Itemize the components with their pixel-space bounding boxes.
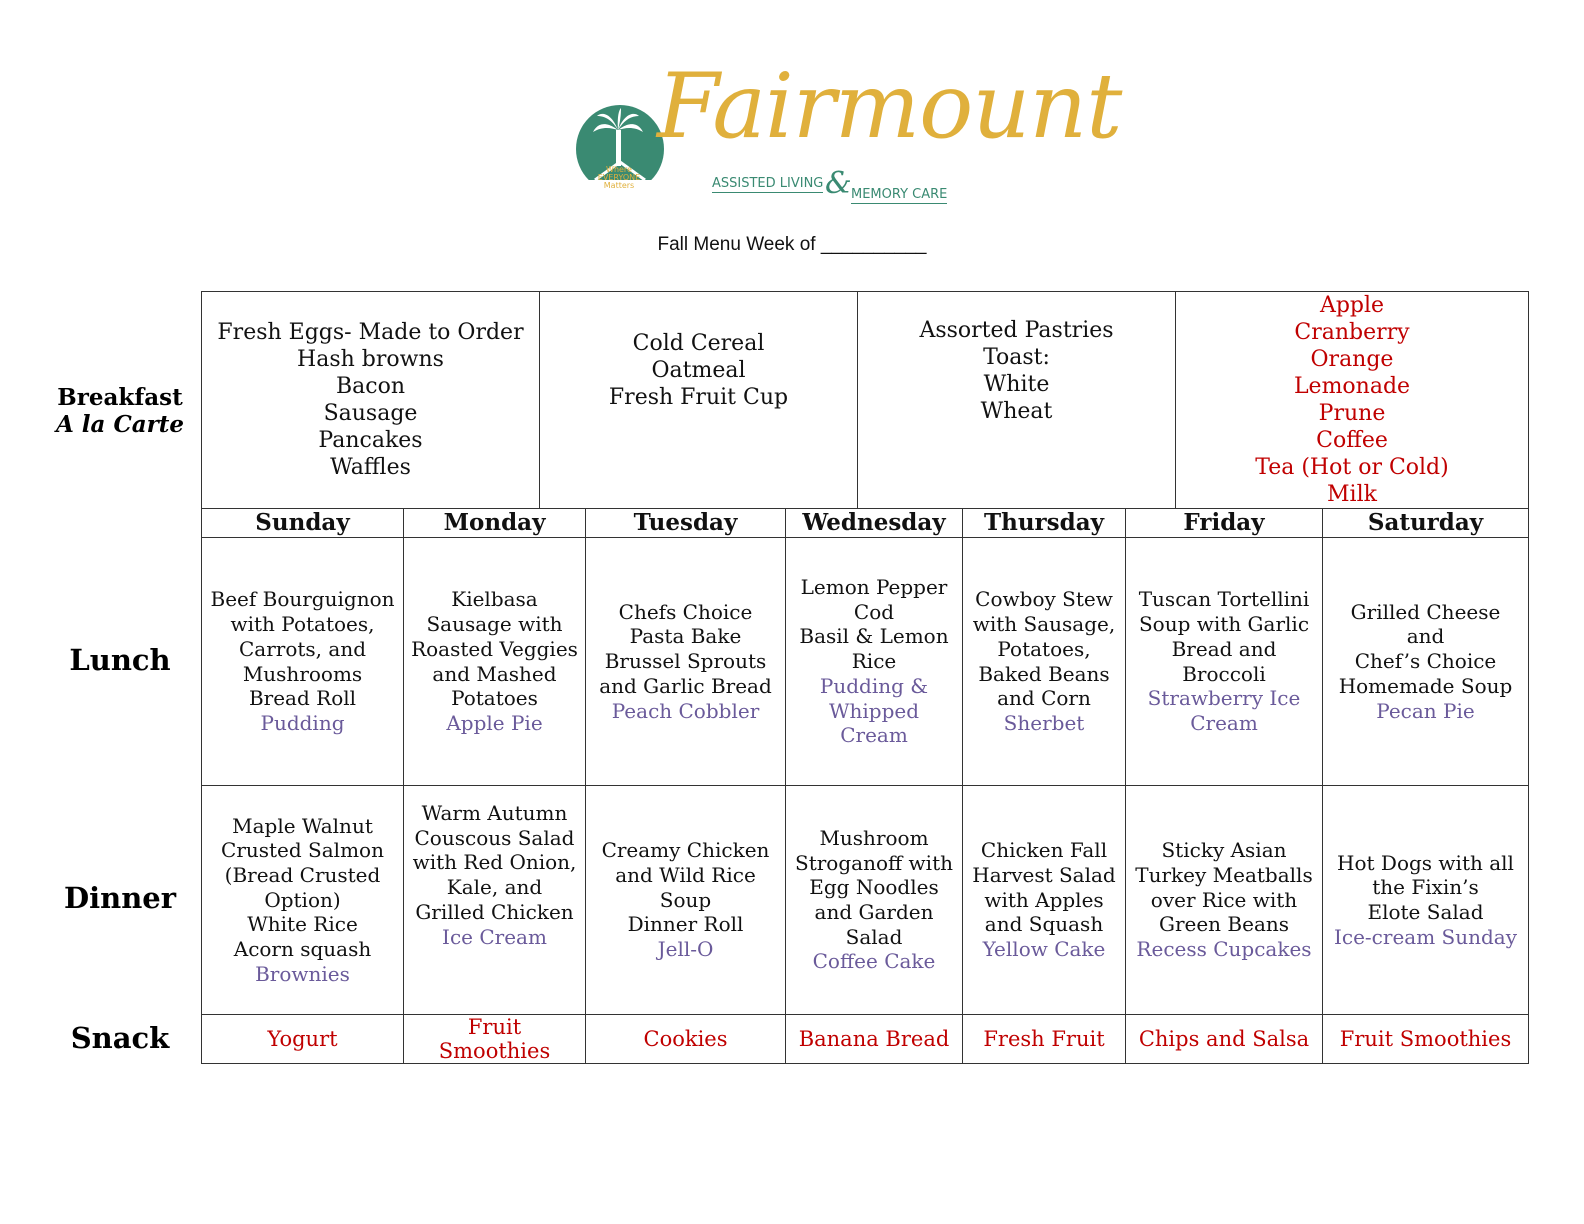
snack-cell-monday: Fruit Smoothies: [403, 1014, 586, 1064]
lunch-cell-friday: Tuscan Tortellini Soup with Garlic Bread and Broccoli Strawberry Ice Cream: [1125, 537, 1323, 786]
lunch-cell-wednesday: Lemon Pepper Cod Basil & Lemon Rice Pudding & Whipped Cream: [785, 537, 963, 786]
logo-assisted-living: ASSISTED LIVING: [712, 176, 824, 191]
day-header-wednesday: Wednesday: [785, 508, 963, 538]
breakfast-cell-hot: Fresh Eggs- Made to Order Hash browns Bacon Sausage Pancakes Waffles: [201, 291, 540, 509]
row-label-lunch: Lunch: [69, 643, 171, 677]
logo-brand-name: Fairmount: [657, 54, 1122, 159]
snack-cell-friday: Chips and Salsa: [1125, 1014, 1323, 1064]
breakfast-cell-cereal: Cold Cereal Oatmeal Fresh Fruit Cup: [539, 291, 858, 509]
dinner-cell-monday: Warm Autumn Couscous Salad with Red Onion, Kale, and Grilled Chicken Ice Cream: [403, 785, 586, 1015]
dinner-cell-tuesday: Creamy Chicken and Wild Rice Soup Dinner Roll Jell-O: [585, 785, 786, 1015]
logo-tagline: Where EVERYONE Matters: [597, 165, 641, 190]
menu-subtitle: Fall Menu Week of __________: [657, 234, 927, 255]
dinner-cell-sunday: Maple Walnut Crusted Salmon (Bread Crusted Option) White Rice Acorn squash Brownies: [201, 785, 404, 1015]
dinner-cell-wednesday: Mushroom Stroganoff with Egg Noodles and Garden Salad Coffee Cake: [785, 785, 963, 1015]
breakfast-cell-pastries: Assorted Pastries Toast: White Wheat: [857, 291, 1176, 509]
day-header-friday: Friday: [1125, 508, 1323, 538]
snack-cell-wednesday: Banana Bread: [785, 1014, 963, 1064]
lunch-cell-thursday: Cowboy Stew with Sausage, Potatoes, Baked Beans and Corn Sherbet: [962, 537, 1126, 786]
lunch-cell-tuesday: Chefs Choice Pasta Bake Brussel Sprouts and Garlic Bread Peach Cobbler: [585, 537, 786, 786]
row-label-breakfast: Breakfast A la Carte: [55, 384, 185, 438]
logo-ampersand: &: [825, 166, 852, 201]
snack-cell-thursday: Fresh Fruit: [962, 1014, 1126, 1064]
logo-memory-care: MEMORY CARE: [851, 187, 948, 202]
row-label-dinner: Dinner: [63, 881, 177, 915]
lunch-cell-sunday: Beef Bourguignon with Potatoes, Carrots, and Mushrooms Bread Roll Pudding: [201, 537, 404, 786]
snack-cell-tuesday: Cookies: [585, 1014, 786, 1064]
snack-cell-saturday: Fruit Smoothies: [1322, 1014, 1529, 1064]
day-header-tuesday: Tuesday: [585, 508, 786, 538]
day-header-sunday: Sunday: [201, 508, 404, 538]
day-header-thursday: Thursday: [962, 508, 1126, 538]
snack-cell-sunday: Yogurt: [201, 1014, 404, 1064]
row-label-snack: Snack: [70, 1021, 170, 1055]
fairmount-logo: [575, 54, 1122, 222]
dinner-cell-thursday: Chicken Fall Harvest Salad with Apples and Squash Yellow Cake: [962, 785, 1126, 1015]
day-header-saturday: Saturday: [1322, 508, 1529, 538]
dinner-cell-friday: Sticky Asian Turkey Meatballs over Rice with Green Beans Recess Cupcakes: [1125, 785, 1323, 1015]
breakfast-cell-drinks: Apple Cranberry Orange Lemonade Prune Coffee Tea (Hot or Cold) Milk: [1175, 291, 1529, 509]
dinner-cell-saturday: Hot Dogs with all the Fixin’s Elote Salad Ice-cream Sunday: [1322, 785, 1529, 1015]
day-header-monday: Monday: [403, 508, 586, 538]
lunch-cell-saturday: Grilled Cheese and Chef’s Choice Homemade Soup Pecan Pie: [1322, 537, 1529, 786]
lunch-cell-monday: Kielbasa Sausage with Roasted Veggies and Mashed Potatoes Apple Pie: [403, 537, 586, 786]
